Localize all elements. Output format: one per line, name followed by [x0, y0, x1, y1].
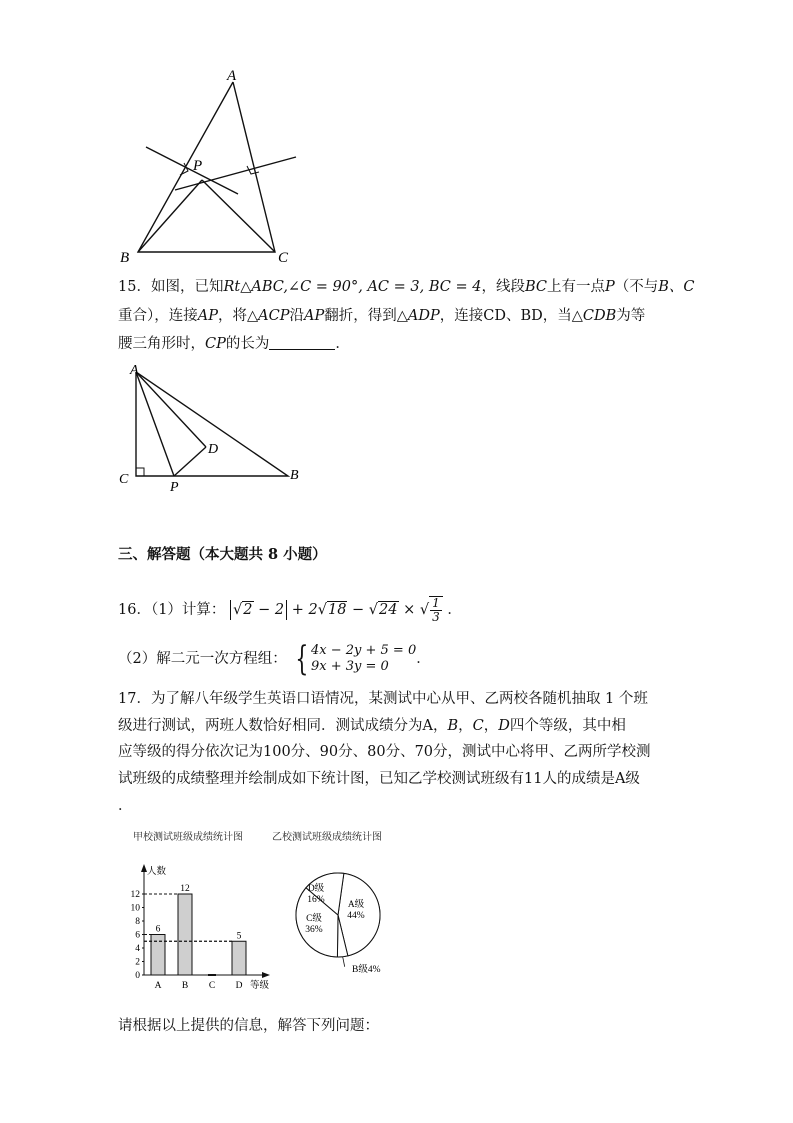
figure-q15-triangle: [112, 358, 312, 498]
bar-value-label: 6: [155, 924, 161, 935]
equation-system: [291, 639, 417, 679]
q17-line-4: 试班级的成绩整理并绘制成如下统计图，已知乙学校测试班级有11人的成绩是A级: [118, 771, 640, 787]
y-tick-label: 2: [135, 957, 140, 968]
y-tick-label: 10: [130, 903, 140, 914]
x-axis-label: 等级: [250, 981, 270, 991]
label-c: C: [278, 250, 289, 266]
q15-line-2: [118, 306, 645, 326]
bar-A: [151, 935, 165, 976]
denominator: 3: [432, 610, 440, 624]
equation-2: 9x + 3y = 0: [310, 659, 389, 674]
bar-D: [232, 941, 246, 975]
label-d: D: [208, 442, 219, 457]
q16-expression: √2 − 2 + 2√18 − √24 × √ $\frac{1}{3}$: [230, 602, 447, 618]
q16-part-2: [118, 639, 431, 679]
label-b: B: [120, 250, 130, 266]
q15-math: △ADP: [396, 308, 440, 324]
label-a: A: [130, 363, 139, 378]
label-c: C: [119, 472, 129, 487]
q17-text: 级进行测试，两班人数恰好相同．测试成绩分为A，: [118, 718, 448, 734]
x-tick-label: A: [154, 981, 162, 991]
q15-math: △CDB: [571, 308, 617, 324]
segment-pd: [174, 447, 206, 476]
q15-number: 15．: [118, 279, 151, 295]
q17-line-3: 应等级的得分依次记为100分、90分、80分、70分，测试中心将甲、乙两所学校测: [118, 744, 651, 760]
q17-math: B: [447, 718, 459, 734]
triangle-acb: [136, 372, 288, 476]
equations: [311, 643, 416, 675]
fraction: [429, 596, 443, 624]
slice-label: C级: [306, 914, 322, 924]
segment-ad: [136, 372, 206, 447]
q15-math: BC: [524, 279, 547, 295]
triangle-abc: [138, 82, 275, 252]
answer-blank[interactable]: [269, 335, 335, 350]
slice-label: A级: [347, 900, 365, 910]
segment-pb: [138, 180, 202, 252]
pie-chart: [288, 855, 398, 990]
y-tick-label: 6: [135, 930, 140, 941]
numerator: 1: [432, 596, 440, 610]
q15-text: ．: [335, 336, 350, 352]
q15-text: 上有一点: [546, 279, 605, 295]
q17-text: 四个等级，其中相: [509, 718, 626, 734]
q15-text: （不与: [614, 279, 659, 295]
section-heading: 三、解答题（本大题共 8 小题）: [118, 546, 327, 563]
callout-line: [343, 957, 345, 967]
x-tick-label: C: [208, 981, 216, 991]
bar-value-label: 12: [180, 884, 190, 894]
radicand: 18: [327, 602, 347, 618]
q15-text: 翻折，得到: [324, 308, 397, 324]
q15-text: 腰三角形时，: [118, 336, 205, 352]
label-p: P: [170, 480, 179, 495]
q15-math: △ACP: [246, 308, 290, 324]
q15-text: ，将: [217, 308, 247, 324]
slice-label: D级: [307, 884, 325, 894]
q17-line-2: [118, 716, 626, 736]
segment-ap: [136, 372, 174, 476]
x-tick-label: B: [181, 981, 189, 991]
q15-math: P: [604, 279, 615, 295]
radicand: 2: [243, 602, 253, 618]
bar-chart: [118, 858, 283, 998]
q15-text: 重合），连接: [118, 308, 198, 324]
q15-math: AP: [197, 308, 218, 324]
q15-text: 为等: [616, 308, 646, 324]
q16-part-1: [118, 596, 462, 624]
equation-1: 4x − 2y + 5 = 0: [310, 643, 417, 658]
q17-math: C: [472, 718, 484, 734]
q15-text: 如图，已知: [150, 279, 224, 295]
q17-text: ，: [458, 718, 473, 734]
bar-B: [178, 894, 192, 975]
bar-chart-title: 甲校测试班级成绩统计图: [133, 832, 243, 843]
q17-math: D: [498, 718, 510, 734]
label-a: A: [227, 68, 237, 84]
q16-label-2: （2）解二元一次方程组：: [118, 651, 287, 667]
q17-line-1: 17．为了解八年级学生英语口语情况，某测试中心从甲、乙两校各随机抽取 1 个班: [118, 691, 648, 707]
label-b: B: [290, 468, 299, 483]
x-axis-arrow-icon: [262, 972, 270, 978]
q16-end: ．: [416, 651, 431, 667]
q15-text: 沿: [289, 308, 304, 324]
y-tick-label: 4: [135, 944, 140, 954]
q15-text: ，线段: [481, 279, 525, 295]
q15-line-1: [118, 277, 695, 297]
q16-label-1: 16．（1）计算：: [118, 602, 226, 618]
x-tick-label: D: [235, 981, 243, 991]
operator: −: [347, 602, 369, 618]
bar-value-label: 5: [236, 931, 242, 942]
figure-q14-triangle: [110, 62, 320, 272]
q17-prompt: 请根据以上提供的信息，解答下列问题：: [118, 1018, 379, 1034]
q15-text: ，连接CD、BD，当: [439, 308, 572, 324]
term: + 2: [287, 602, 318, 618]
term: − 2: [253, 602, 285, 618]
slice-value-label: 44%: [347, 911, 365, 921]
q15-math: B、C: [658, 279, 695, 295]
y-tick-label: 12: [130, 890, 140, 900]
label-p: P: [193, 158, 203, 174]
brace-icon: {: [295, 639, 309, 679]
slice-value-label: 16%: [307, 895, 325, 905]
right-angle-mark-c: [136, 468, 144, 476]
slice-value-label: 36%: [305, 925, 323, 935]
pie-chart-title: 乙校测试班级成绩统计图: [272, 832, 382, 843]
operator: ×: [398, 602, 420, 618]
segment-pc: [202, 180, 275, 252]
y-tick-label: 0: [135, 971, 140, 981]
q17-line-5: ．: [118, 798, 133, 814]
abs-value: √2 − 2: [230, 600, 287, 620]
q16-end: ．: [447, 602, 462, 618]
q15-math: AP: [303, 308, 325, 324]
y-tick-label: 8: [135, 917, 140, 927]
q15-math: CP: [205, 336, 226, 352]
slice-label: B级4%: [352, 965, 381, 975]
q15-line-3: [118, 334, 350, 354]
q15-text: 的长为: [225, 336, 270, 352]
q17-text: ，: [483, 718, 499, 734]
q15-math: Rt△ABC,∠C = 90°, AC = 3, BC = 4: [223, 279, 482, 295]
y-axis-label: 人数: [147, 867, 167, 877]
radicand: 24: [379, 602, 398, 618]
